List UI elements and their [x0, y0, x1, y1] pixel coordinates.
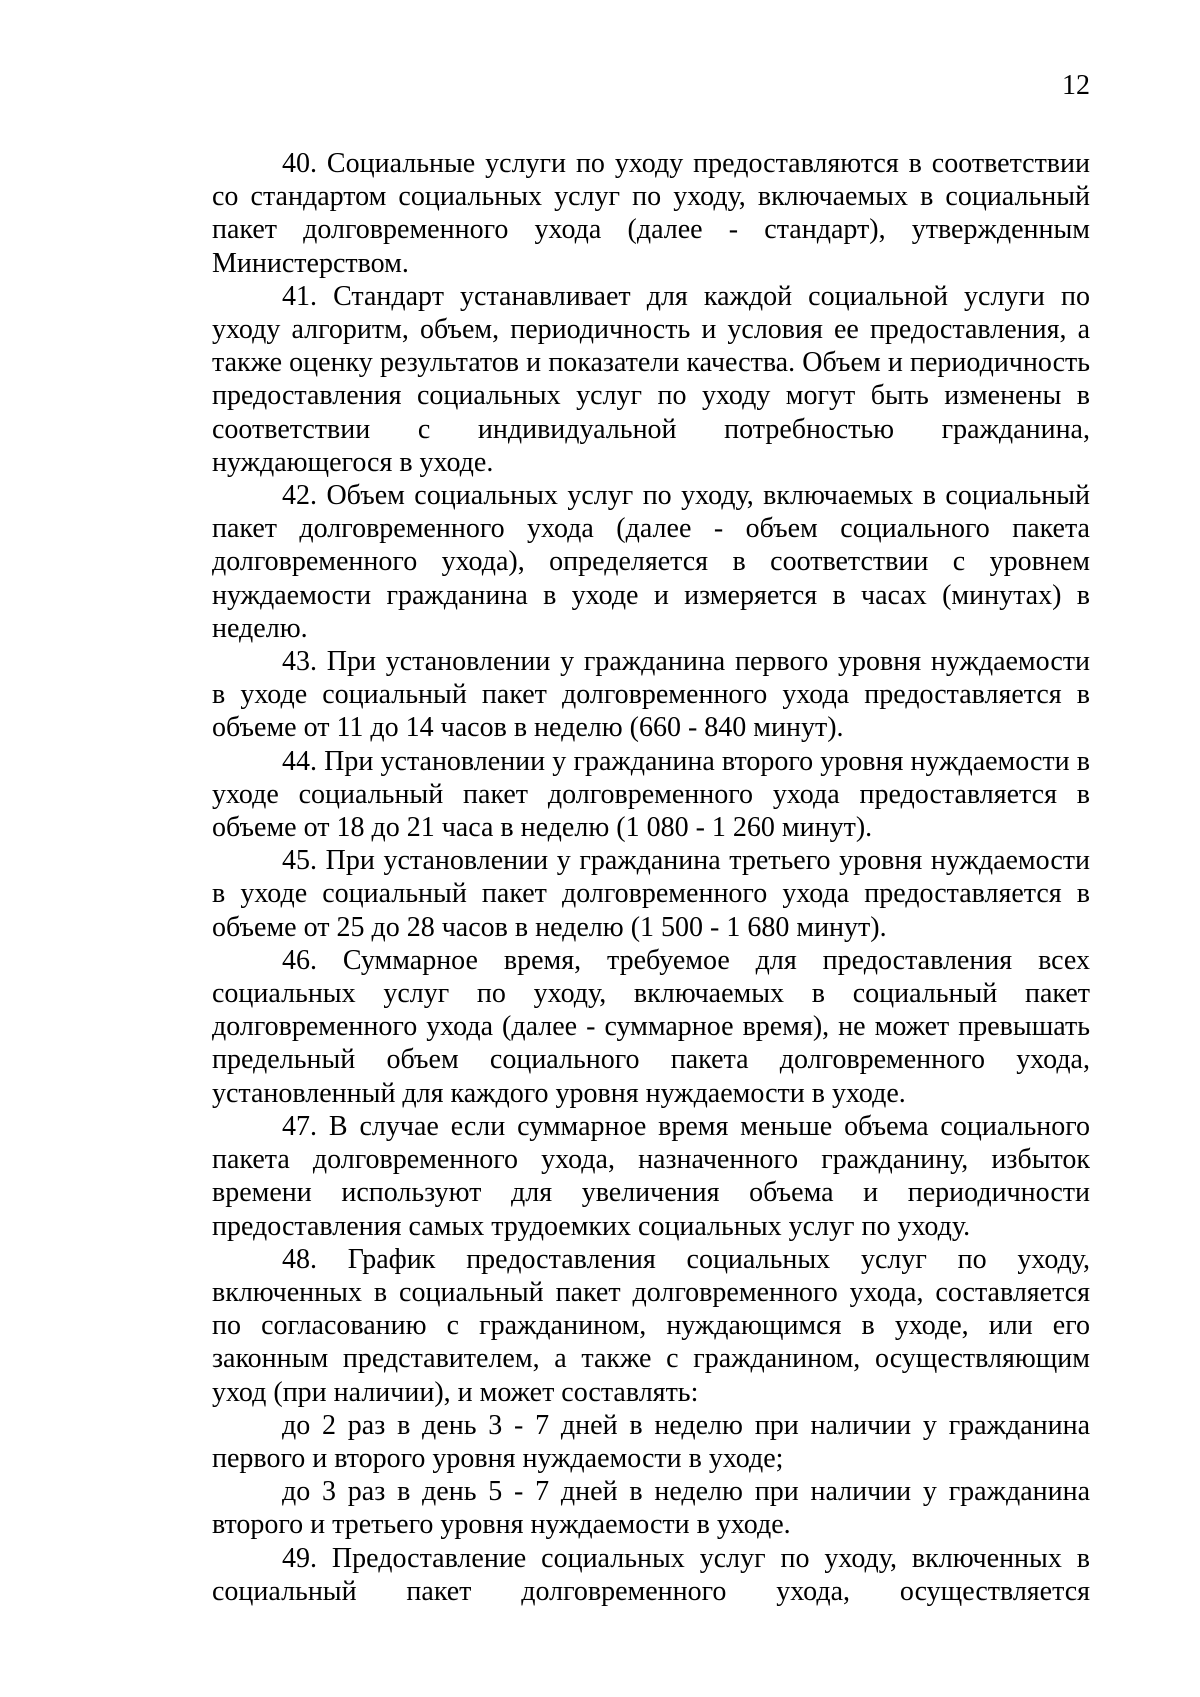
paragraph-47: 47. В случае если суммарное время меньше объема социального пакета долговременного ухода, назначенного гражданину, избыток времени используют для увеличения объема и периодичности предоставления самых трудоемких социальных услуг по уходу.	[212, 1110, 1090, 1242]
paragraph-42: 42. Объем социальных услуг по уходу, включаемых в социальный пакет долговременного ухода (далее - объем социального пакета долговременного ухода), определяется в соответствии с уровнем нуждаемости гражданина в уходе и измеряется в часах (минутах) в неделю.	[212, 480, 1090, 644]
page-number: 12	[1062, 70, 1090, 101]
document-body	[212, 147, 1090, 1608]
list-item-schedule-2: до 3 раз в день 5 - 7 дней в неделю при наличии у гражданина второго и третьего уровня нуждаемости в уходе.	[212, 1476, 1090, 1541]
paragraph-41: 41. Стандарт устанавливает для каждой социальной услуги по уходу алгоритм, объем, периодичность и условия ее предоставления, а также оценку результатов и показатели качества. Объем и периодичность предоставления социальных услуг по уходу могут быть изменены в соответствии с индивидуальной потребностью гражданина, нуждающегося в уходе.	[212, 280, 1090, 478]
paragraph-44: 44. При установлении у гражданина второго уровня нуждаемости в уходе социальный пакет долговременного ухода предоставляется в объеме от 18 до 21 часа в неделю (1 080 - 1 260 минут).	[212, 745, 1090, 844]
list-item-schedule-1: до 2 раз в день 3 - 7 дней в неделю при наличии у гражданина первого и второго уровня нуждаемости в уходе;	[212, 1409, 1090, 1474]
paragraph-46: 46. Суммарное время, требуемое для предоставления всех социальных услуг по уходу, включаемых в социальный пакет долговременного ухода (далее - суммарное время), не может превышать предельный объем социального пакета долговременного ухода, установленный для каждого уровня нуждаемости в уходе.	[212, 944, 1090, 1109]
paragraph-49: 49. Предоставление социальных услуг по уходу, включенных в социальный пакет долговременного ухода, осуществляется	[212, 1542, 1090, 1607]
paragraph-45: 45. При установлении у гражданина третьего уровня нуждаемости в уходе социальный пакет долговременного ухода предоставляется в объеме от 25 до 28 часов в неделю (1 500 - 1 680 минут).	[212, 845, 1090, 943]
paragraph-48: 48. График предоставления социальных услуг по уходу, включенных в социальный пакет долговременного ухода, составляется по согласованию с гражданином, нуждающимся в уходе, или его законным представителем, а также с гражданином, осуществляющим уход (при наличии), и может составлять:	[212, 1243, 1090, 1408]
paragraph-43: 43. При установлении у гражданина первого уровня нуждаемости в уходе социальный пакет долговременного ухода предоставляется в объеме от 11 до 14 часов в неделю (660 - 840 минут).	[212, 646, 1090, 744]
paragraph-40: 40. Социальные услуги по уходу предоставляются в соответствии со стандартом социальных услуг по уходу, включаемых в социальный пакет долговременного ухода (далее - стандарт), утвержденным Министерством.	[212, 148, 1090, 279]
